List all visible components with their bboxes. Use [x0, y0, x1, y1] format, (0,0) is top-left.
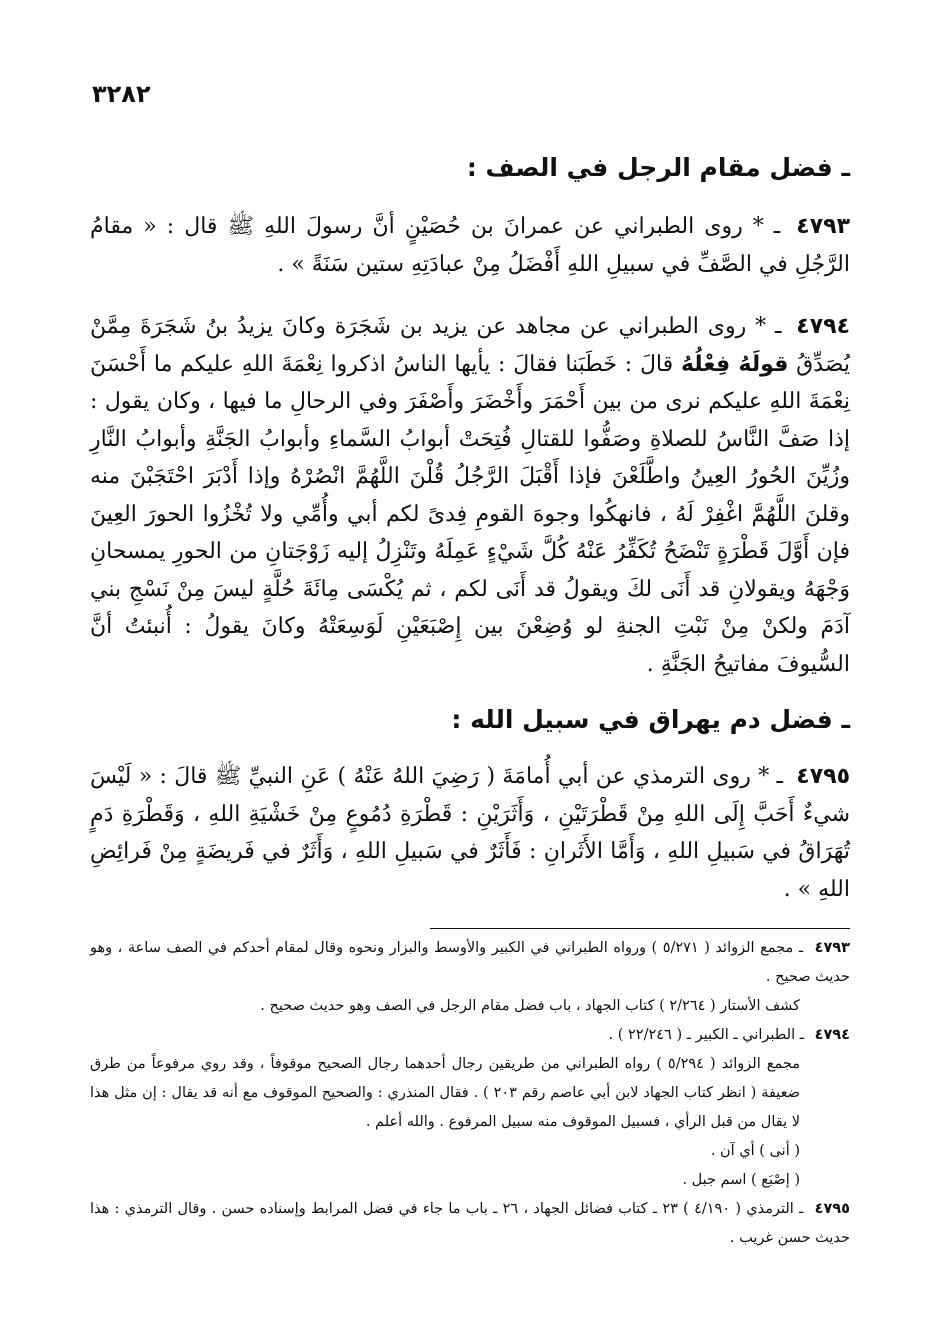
section-heading-rank-in-row: ـ فضل مقام الرجل في الصف :: [466, 153, 850, 182]
footnote-text: ـ مجمع الزوائد ( ٥/٢٧١ ) ورواه الطبراني في الكبير والأوسط والبزار ونحوه وقال لمقام أحدكم في الصف ساعة ، وهو حديث صحيح .: [90, 940, 850, 985]
footnote-4794-gloss-1: ( أنى ) أي آن .: [710, 1143, 800, 1159]
footnotes: [90, 934, 850, 1253]
hadith-4795: [90, 758, 850, 908]
hadith-number: ٤٧٩٤: [796, 314, 851, 339]
section-heading-blood-shed: ـ فضل دم يهراق في سبيل الله :: [451, 705, 850, 734]
page-number: ٣٢٨٢: [92, 80, 151, 108]
hadith-number: ٤٧٩٥: [796, 764, 851, 789]
hadith-4795-text: [90, 758, 850, 908]
footnote-divider: [430, 928, 850, 929]
footnote-4795: [90, 1195, 850, 1253]
hadith-4794-text: [90, 308, 850, 683]
hadith-4793: [90, 208, 850, 283]
hadith-body-rest: قالَ : خَطَبَنا فقالَ : يأيها الناسُ اذكروا نِعْمَةَ اللهِ عليكم ما أَحْسَنَ نِعْمَةَ اللهِ عليكم نرى من بين أَحْمَرَ وأَخْضَرَ وأَصْفَرَ وفي الرحالِ ما فيها ، وكان يقول : إذا صَفَّ النَّاسُ للصلاةِ وصَفُّوا للقتالِ فُتِحَتْ أبوابُ السَّماءِ وأبوابُ الجَنَّةِ وأبوابُ النَّارِ وزُيِّنَ الحُورُ العِينُ واطَّلَعْنَ فإذا أَقْبَلَ الرَّجُلُ قُلْنَ اللَّهُمَّ انْصُرْهُ وإذا أَدْبَرَ احْتَجَبْنَ منه وقلنَ اللَّهُمَّ اغْفِرْ لَهُ ، فانهكُوا وجوهَ القومِ فِدىً لكم أبي وأُمِّي ولا تُخْزُوا الحورَ العِينَ فإن أَوَّلَ قَطْرَةٍ تَنْضَحُ تُكَفِّرُ عَنْهُ كُلَّ شَيْءٍ عَمِلَهُ وتَنْزِلُ إليه زَوْجَتانِ من الحورِ يمسحانِ وَجْهَهُ ويقولانِ قد أَنَى لكَ ويقولُ قد أَنَى لكم ، ثم يُكْسَى مِائَةَ حُلَّةٍ ليسَ مِنْ نَسْجِ بني آدَمَ ولكنْ مِنْ نَبْتِ الجنةِ لو وُضِعْنَ بين إِصْبَعَيْنِ لَوَسِعَتْهُ وكانَ يقولُ : أُنبئتُ أنَّ السُّيوفَ مفاتيحُ الجَنَّةِ .: [90, 351, 850, 677]
hadith-highlight: قولَهُ فِعْلُهُ: [680, 351, 789, 377]
footnote-number: ٤٧٩٣: [814, 940, 851, 956]
hadith-4794: [90, 308, 850, 683]
footnote-number: ٤٧٩٥: [814, 1201, 850, 1217]
hadith-number: ٤٧٩٣: [796, 214, 850, 239]
footnote-4794: [90, 1021, 850, 1050]
footnote-4793: [90, 934, 850, 992]
footnote-4793-extra: كشف الأستار ( ٢/٢٦٤ ) كتاب الجهاد ، باب فضل مقام الرجل في الصف وهو حديث صحيح .: [260, 998, 800, 1014]
hadith-body-start: ـ * روى الطبراني عن مجاهد عن يزيد بن شَجَرَة وكانَ يزيدُ بنُ شَجَرَةَ مِمَّنْ يُصَدِّقُ: [90, 314, 850, 377]
footnote-4794-extra: مجمع الزوائد ( ٥/٢٩٤ ) رواه الطبراني من طريقين رجال أحدهما رجال الصحيح موقوفاً ، وقد روي مرفوعاً من طرق ضعيفة ( انظر كتاب الجهاد لابن أبي عاصم رقم ٢٠٣ ) . فقال المنذري : والصحيح الموقوف مع أنه قد يقال : إن مثل هذا لا يقال من قبل الرأي ، فسبيل الموقوف منه سبيل المرفوع . والله أعلم .: [90, 1056, 800, 1130]
footnote-4794-gloss-2: ( إصْبَع ) اسم جبل .: [682, 1172, 800, 1188]
footnote-text: ـ الترمذي ( ٤/١٩٠ ) ٢٣ ـ كتاب فضائل الجهاد ، ٢٦ ـ باب ما جاء في فضل المرابط وإسناده حسن . وقال الترمذي : هذا حديث حسن غريب .: [90, 1201, 850, 1246]
hadith-body: ـ * روى الترمذي عن أبي أُمامَةَ ( رَضِيَ اللهُ عَنْهُ ) عَنِ النبيِّ ﷺ قالَ : « لَيْسَ شيءٌ أَحَبَّ إِلَى اللهِ مِنْ قَطْرَتَيْنِ ، وَأَثَرَيْنِ : قَطْرَةِ دُمُوعٍ مِنْ خَشْيَةِ اللهِ ، وَقَطْرَةِ دَمٍ تُهَرَاقُ في سَبيلِ اللهِ ، وَأَمَّا الأَثَرانِ : فَأَثَرٌ في سَبيلِ اللهِ ، وَأَثَرٌ في فَريضَةٍ مِنْ فَرائِضِ اللهِ » .: [90, 764, 850, 902]
footnote-number: ٤٧٩٤: [814, 1027, 850, 1043]
hadith-4793-text: [90, 208, 850, 283]
hadith-body: ـ * روى الطبراني عن عمرانَ بن حُصَيْنٍ أنَّ رسولَ اللهِ ﷺ قال : « مقامُ الرَّجُلِ في الصَّفِّ في سبيلِ اللهِ أَفْضَلُ مِنْ عبادَتِهِ ستين سَنَةً » .: [90, 214, 850, 277]
footnote-text: ـ الطبراني ـ الكبير ـ ( ٢٢/٢٤٦ ) .: [608, 1027, 804, 1043]
